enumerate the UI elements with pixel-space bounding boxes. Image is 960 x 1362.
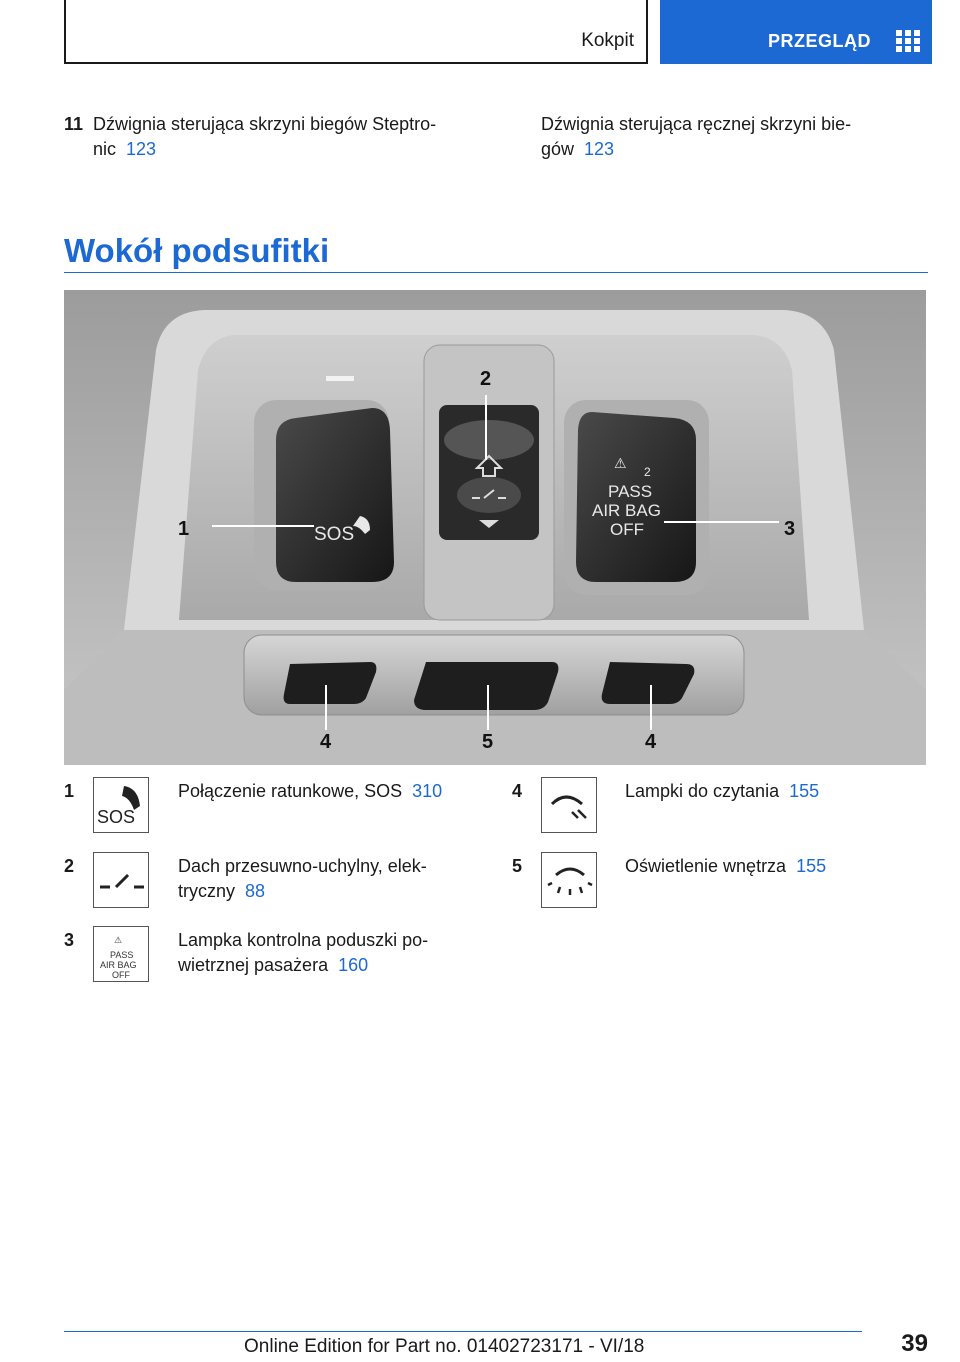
legend-text-5 <box>625 854 925 879</box>
section-divider <box>64 272 928 273</box>
page-ref-link[interactable]: 88 <box>245 881 266 901</box>
page-ref-link[interactable]: 123 <box>126 139 157 159</box>
item-text-line: Dźwignia sterująca skrzyni biegów Steptro‐ <box>93 114 437 134</box>
icon-pass-label: PASS <box>110 950 134 960</box>
svg-text:⚠: ⚠ <box>114 935 123 945</box>
legend-label: Połączenie ratunkowe, SOS <box>178 781 403 801</box>
interior-light-button <box>414 662 558 710</box>
icon-airbag-label: AIR BAG <box>100 960 137 970</box>
reading-lamp-right-button <box>602 662 695 704</box>
legend-label-line <box>178 879 478 904</box>
off-label: OFF <box>610 520 644 539</box>
legend-number: 3 <box>64 930 75 950</box>
header-chapter-tab[interactable] <box>660 0 932 64</box>
legend-label: Oświetlenie wnętrza <box>625 856 787 876</box>
legend-text-1 <box>178 779 478 804</box>
item-text-line <box>541 137 921 162</box>
item-text-line <box>93 137 473 162</box>
page-ref-link[interactable]: 155 <box>789 781 820 801</box>
legend-label: Lampki do czytania <box>625 781 780 801</box>
grid-icon[interactable] <box>896 30 920 52</box>
sos-icon-label: SOS <box>97 807 136 827</box>
legend-text-3 <box>178 928 478 978</box>
page-ref-link[interactable]: 123 <box>584 139 615 159</box>
legend-number: 5 <box>512 856 523 876</box>
airbag-seat-number: 2 <box>644 465 651 479</box>
legend-label-word: tryczny <box>178 881 236 901</box>
pass-label: PASS <box>608 482 653 501</box>
header-section-title[interactable]: Kokpit <box>581 30 634 51</box>
page-ref-link[interactable]: 160 <box>338 955 369 975</box>
header-chapter-title: PRZEGLĄD <box>768 31 871 51</box>
legend-text-2 <box>178 854 478 904</box>
page-ref-link[interactable]: 155 <box>796 856 827 876</box>
item-number-11: 11 <box>64 114 84 134</box>
legend-number: 4 <box>512 781 523 801</box>
passenger-airbag-off-icon <box>93 926 149 982</box>
reading-lamp-icon <box>541 777 597 833</box>
callout-3: 3 <box>784 518 796 540</box>
item-text-manual-gear <box>541 112 921 162</box>
sos-phone-icon <box>93 777 149 833</box>
callout-4-right: 4 <box>645 731 657 753</box>
page-number: 39 <box>901 1330 928 1357</box>
legend-label-word: wietrznej pasażera <box>178 955 329 975</box>
overhead-console-drawing <box>64 290 926 765</box>
item-text-word: gów <box>541 139 575 159</box>
legend-number: 1 <box>64 781 75 801</box>
interior-light-icon <box>541 852 597 908</box>
legend-number: 2 <box>64 856 75 876</box>
callout-1: 1 <box>178 518 190 540</box>
page-ref-link[interactable]: 310 <box>412 781 443 801</box>
item-text-word: nic <box>93 139 117 159</box>
legend-text-4 <box>625 779 925 804</box>
callout-5: 5 <box>482 731 494 753</box>
airbag-label: AIR BAG <box>592 501 661 520</box>
overhead-console-figure <box>64 290 926 765</box>
legend-label: Dach przesuwno-uchylny, elek‐ <box>178 856 427 876</box>
section-title: Wokół podsufitki <box>64 232 330 269</box>
item-text-line: Dźwignia sterująca ręcznej skrzyni bie‐ <box>541 114 852 134</box>
legend-label-line <box>178 953 478 978</box>
header-section-box <box>64 0 648 64</box>
item-text-11 <box>93 112 473 162</box>
sos-button-label: SOS <box>314 524 355 545</box>
icon-off-label: OFF <box>112 970 130 980</box>
sunroof-tilt-icon <box>93 852 149 908</box>
footer-edition: Online Edition for Part no. 01402723171 - VI/18 <box>244 1336 645 1357</box>
callout-2: 2 <box>480 368 492 390</box>
svg-text:⚠: ⚠ <box>614 455 627 471</box>
reading-lamp-left-button <box>284 662 377 704</box>
callout-4-left: 4 <box>320 731 332 753</box>
footer-divider <box>64 1331 862 1332</box>
legend-label: Lampka kontrolna poduszki po‐ <box>178 930 429 950</box>
